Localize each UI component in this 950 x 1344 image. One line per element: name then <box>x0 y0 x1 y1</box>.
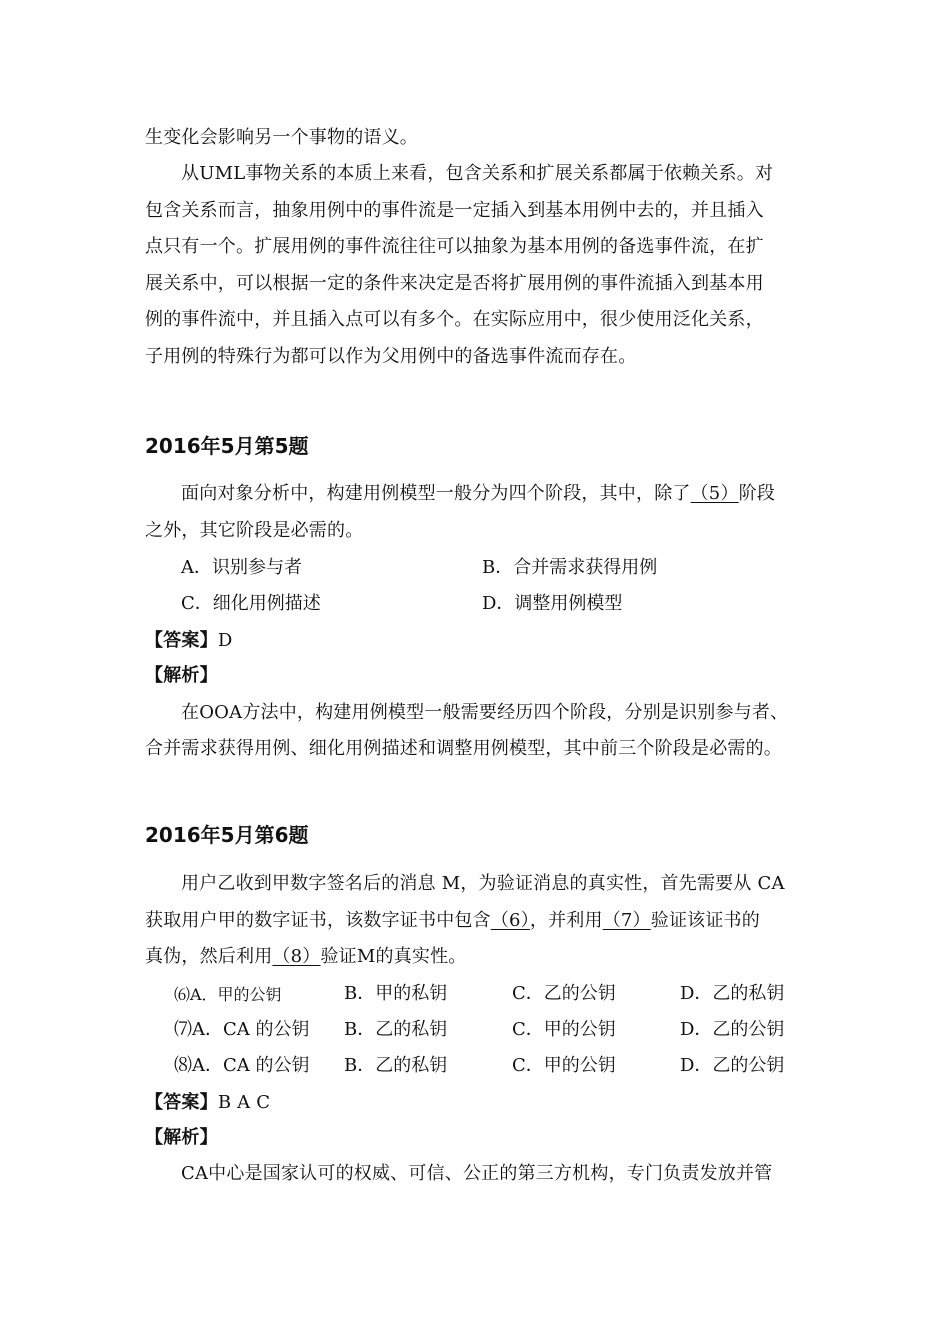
q6-opt-7b: B．乙的私钥 <box>344 1019 448 1040</box>
q6-opt-7d: D．乙的公钥 <box>680 1019 785 1040</box>
q6-stem-text-a: 获取用户甲的数字证书，该数字证书中包含 <box>145 910 491 931</box>
q6-stem-text-d: 真伪，然后利用 <box>145 946 273 967</box>
q6-stem-text-b: ，并利用 <box>529 910 603 931</box>
q6-stem-line-3 <box>145 945 815 969</box>
q6-answer <box>145 1091 815 1115</box>
intro-line-7: 子用例的特殊行为都可以作为父用例中的备选事件流而存在。 <box>145 346 637 367</box>
intro-line-4: 点只有一个。扩展用例的事件流往往可以抽象为基本用例的备选事件流，在扩 <box>145 236 764 257</box>
q6-opt-8a: ⑻A．CA 的公钥 <box>174 1055 310 1076</box>
q5-answer <box>145 629 815 653</box>
q5-analysis-line-1: 在OOA方法中，构建用例模型一般需要经历四个阶段，分别是识别参与者、 <box>181 702 789 723</box>
q5-title: 2016年5月第5题 <box>145 434 309 458</box>
q6-opt-7a: ⑺A．CA 的公钥 <box>174 1019 310 1040</box>
q6-opt-7c: C．甲的公钥 <box>512 1019 616 1040</box>
intro-line-6: 例的事件流中，并且插入点可以有多个。在实际应用中，很少使用泛化关系， <box>145 309 764 330</box>
q6-answer-value: B A C <box>217 1092 271 1113</box>
q5-answer-value: D <box>217 630 233 651</box>
q6-opt-8c: C．甲的公钥 <box>512 1055 616 1076</box>
q6-stem-line-2 <box>145 909 815 933</box>
intro-line-3: 包含关系而言，抽象用例中的事件流是一定插入到基本用例中去的，并且插入 <box>145 200 764 221</box>
q6-title: 2016年5月第6题 <box>145 823 309 847</box>
q6-analysis-line-1: CA中心是国家认可的权威、可信、公正的第三方机构，专门负责发放并管 <box>181 1163 773 1184</box>
q5-stem-text-a: 面向对象分析中，构建用例模型一般分为四个阶段，其中，除了 <box>181 483 691 504</box>
q5-option-d: D．调整用例模型 <box>482 593 623 614</box>
q5-stem-line-2: 之外，其它阶段是必需的。 <box>145 520 364 541</box>
q6-answer-label: 【答案】 <box>145 1092 218 1113</box>
q6-analysis-label: 【解析】 <box>145 1127 218 1148</box>
q5-option-c: C．细化用例描述 <box>181 593 321 614</box>
intro-line-1: 生变化会影响另一个事物的语义。 <box>145 127 418 148</box>
intro-line-2: 从UML事物关系的本质上来看，包含关系和扩展关系都属于依赖关系。对 <box>181 163 774 184</box>
q6-opt-6c: C．乙的公钥 <box>512 983 616 1004</box>
q6-blank-6: （6） <box>490 910 530 931</box>
q5-answer-label: 【答案】 <box>145 630 218 651</box>
q6-stem-text-c: 验证该证书的 <box>650 910 760 931</box>
q5-analysis <box>145 664 815 688</box>
q6-opt-6d: D．乙的私钥 <box>680 983 785 1004</box>
q6-opt-6b: B．甲的私钥 <box>344 983 448 1004</box>
intro-line-5: 展关系中，可以根据一定的条件来决定是否将扩展用例的事件流插入到基本用 <box>145 273 764 294</box>
q6-blank-8: （8） <box>272 946 321 967</box>
q6-stem-text-e: 验证M的真实性。 <box>320 946 467 967</box>
q5-option-a: A．识别参与者 <box>181 557 302 578</box>
q5-option-b: B．合并需求获得用例 <box>482 557 658 578</box>
q6-opt-8d: D．乙的公钥 <box>680 1055 785 1076</box>
q5-stem-text-b: 阶段 <box>738 483 776 504</box>
q6-analysis <box>145 1126 815 1150</box>
q5-blank-5: （5） <box>690 483 739 504</box>
q5-analysis-label: 【解析】 <box>145 665 218 686</box>
q6-blank-7: （7） <box>602 910 651 931</box>
q5-analysis-line-2: 合并需求获得用例、细化用例描述和调整用例模型，其中前三个阶段是必需的。 <box>145 738 782 759</box>
q6-opt-6a: ⑹A．甲的公钥 <box>174 985 282 1004</box>
q5-stem-line-1 <box>181 482 851 506</box>
q6-stem-line-1: 用户乙收到甲数字签名后的消息 M，为验证消息的真实性，首先需要从 CA <box>181 873 785 894</box>
q6-opt-8b: B．乙的私钥 <box>344 1055 448 1076</box>
